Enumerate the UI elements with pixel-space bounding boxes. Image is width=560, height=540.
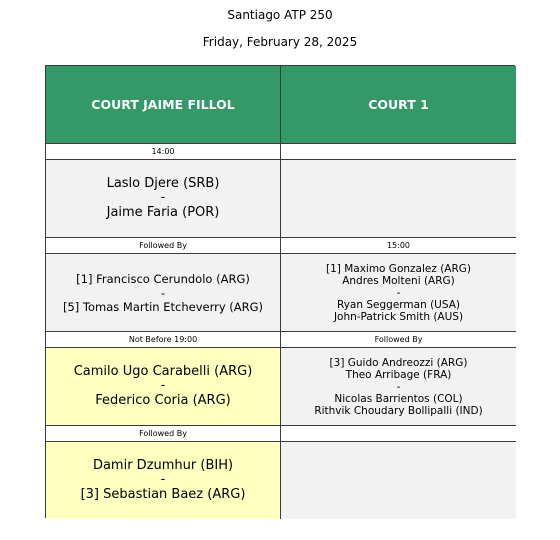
versus-separator: - <box>396 286 401 299</box>
court-header-1: COURT JAIME FILLOL <box>46 66 281 144</box>
player-name: [3] Sebastian Baez (ARG) <box>80 486 246 502</box>
court-header-2: COURT 1 <box>281 66 516 144</box>
order-of-play-table <box>45 65 515 518</box>
versus-separator: - <box>160 472 166 488</box>
player-name: [1] Francisco Cerundolo (ARG) <box>76 271 250 286</box>
time-label: Followed By <box>46 426 281 442</box>
match-cell <box>281 348 516 426</box>
player-name: Theo Arribage (FRA) <box>345 368 452 381</box>
match-cell <box>46 254 281 332</box>
versus-separator: - <box>160 378 166 394</box>
player-name: [1] Maximo Gonzalez (ARG) <box>325 262 472 275</box>
time-label: 14:00 <box>46 144 281 160</box>
player-name: Federico Coria (ARG) <box>95 392 231 408</box>
schedule-date: Friday, February 28, 2025 <box>202 35 358 49</box>
player-name: Nicolas Barrientos (COL) <box>334 392 463 405</box>
time-label: Followed By <box>46 238 281 254</box>
empty-match-cell <box>281 160 516 238</box>
player-name: Rithvik Choudary Bollipalli (IND) <box>314 404 483 417</box>
player-name: Andres Molteni (ARG) <box>342 274 455 287</box>
player-name: Camilo Ugo Carabelli (ARG) <box>73 363 253 379</box>
player-name: Ryan Seggerman (USA) <box>337 298 460 311</box>
player-name: Laslo Djere (SRB) <box>106 175 220 191</box>
time-label: Not Before 19:00 <box>46 332 281 348</box>
match-cell <box>281 254 516 332</box>
time-label: Followed By <box>281 332 516 348</box>
time-label: 15:00 <box>281 238 516 254</box>
tournament-title: Santiago ATP 250 <box>227 8 333 22</box>
player-name: John-Patrick Smith (AUS) <box>333 310 464 323</box>
empty-match-cell <box>281 442 516 519</box>
time-label <box>281 144 516 160</box>
match-cell <box>46 160 281 238</box>
player-name: Jaime Faria (POR) <box>106 204 220 220</box>
match-cell <box>46 442 281 519</box>
player-name: [5] Tomas Martin Etcheverry (ARG) <box>62 299 264 314</box>
player-name: Damir Dzumhur (BIH) <box>92 457 234 473</box>
versus-separator: - <box>160 285 166 300</box>
versus-separator: - <box>396 380 401 393</box>
match-cell <box>46 348 281 426</box>
versus-separator: - <box>160 190 166 206</box>
time-label <box>281 426 516 442</box>
player-name: [3] Guido Andreozzi (ARG) <box>329 356 468 369</box>
